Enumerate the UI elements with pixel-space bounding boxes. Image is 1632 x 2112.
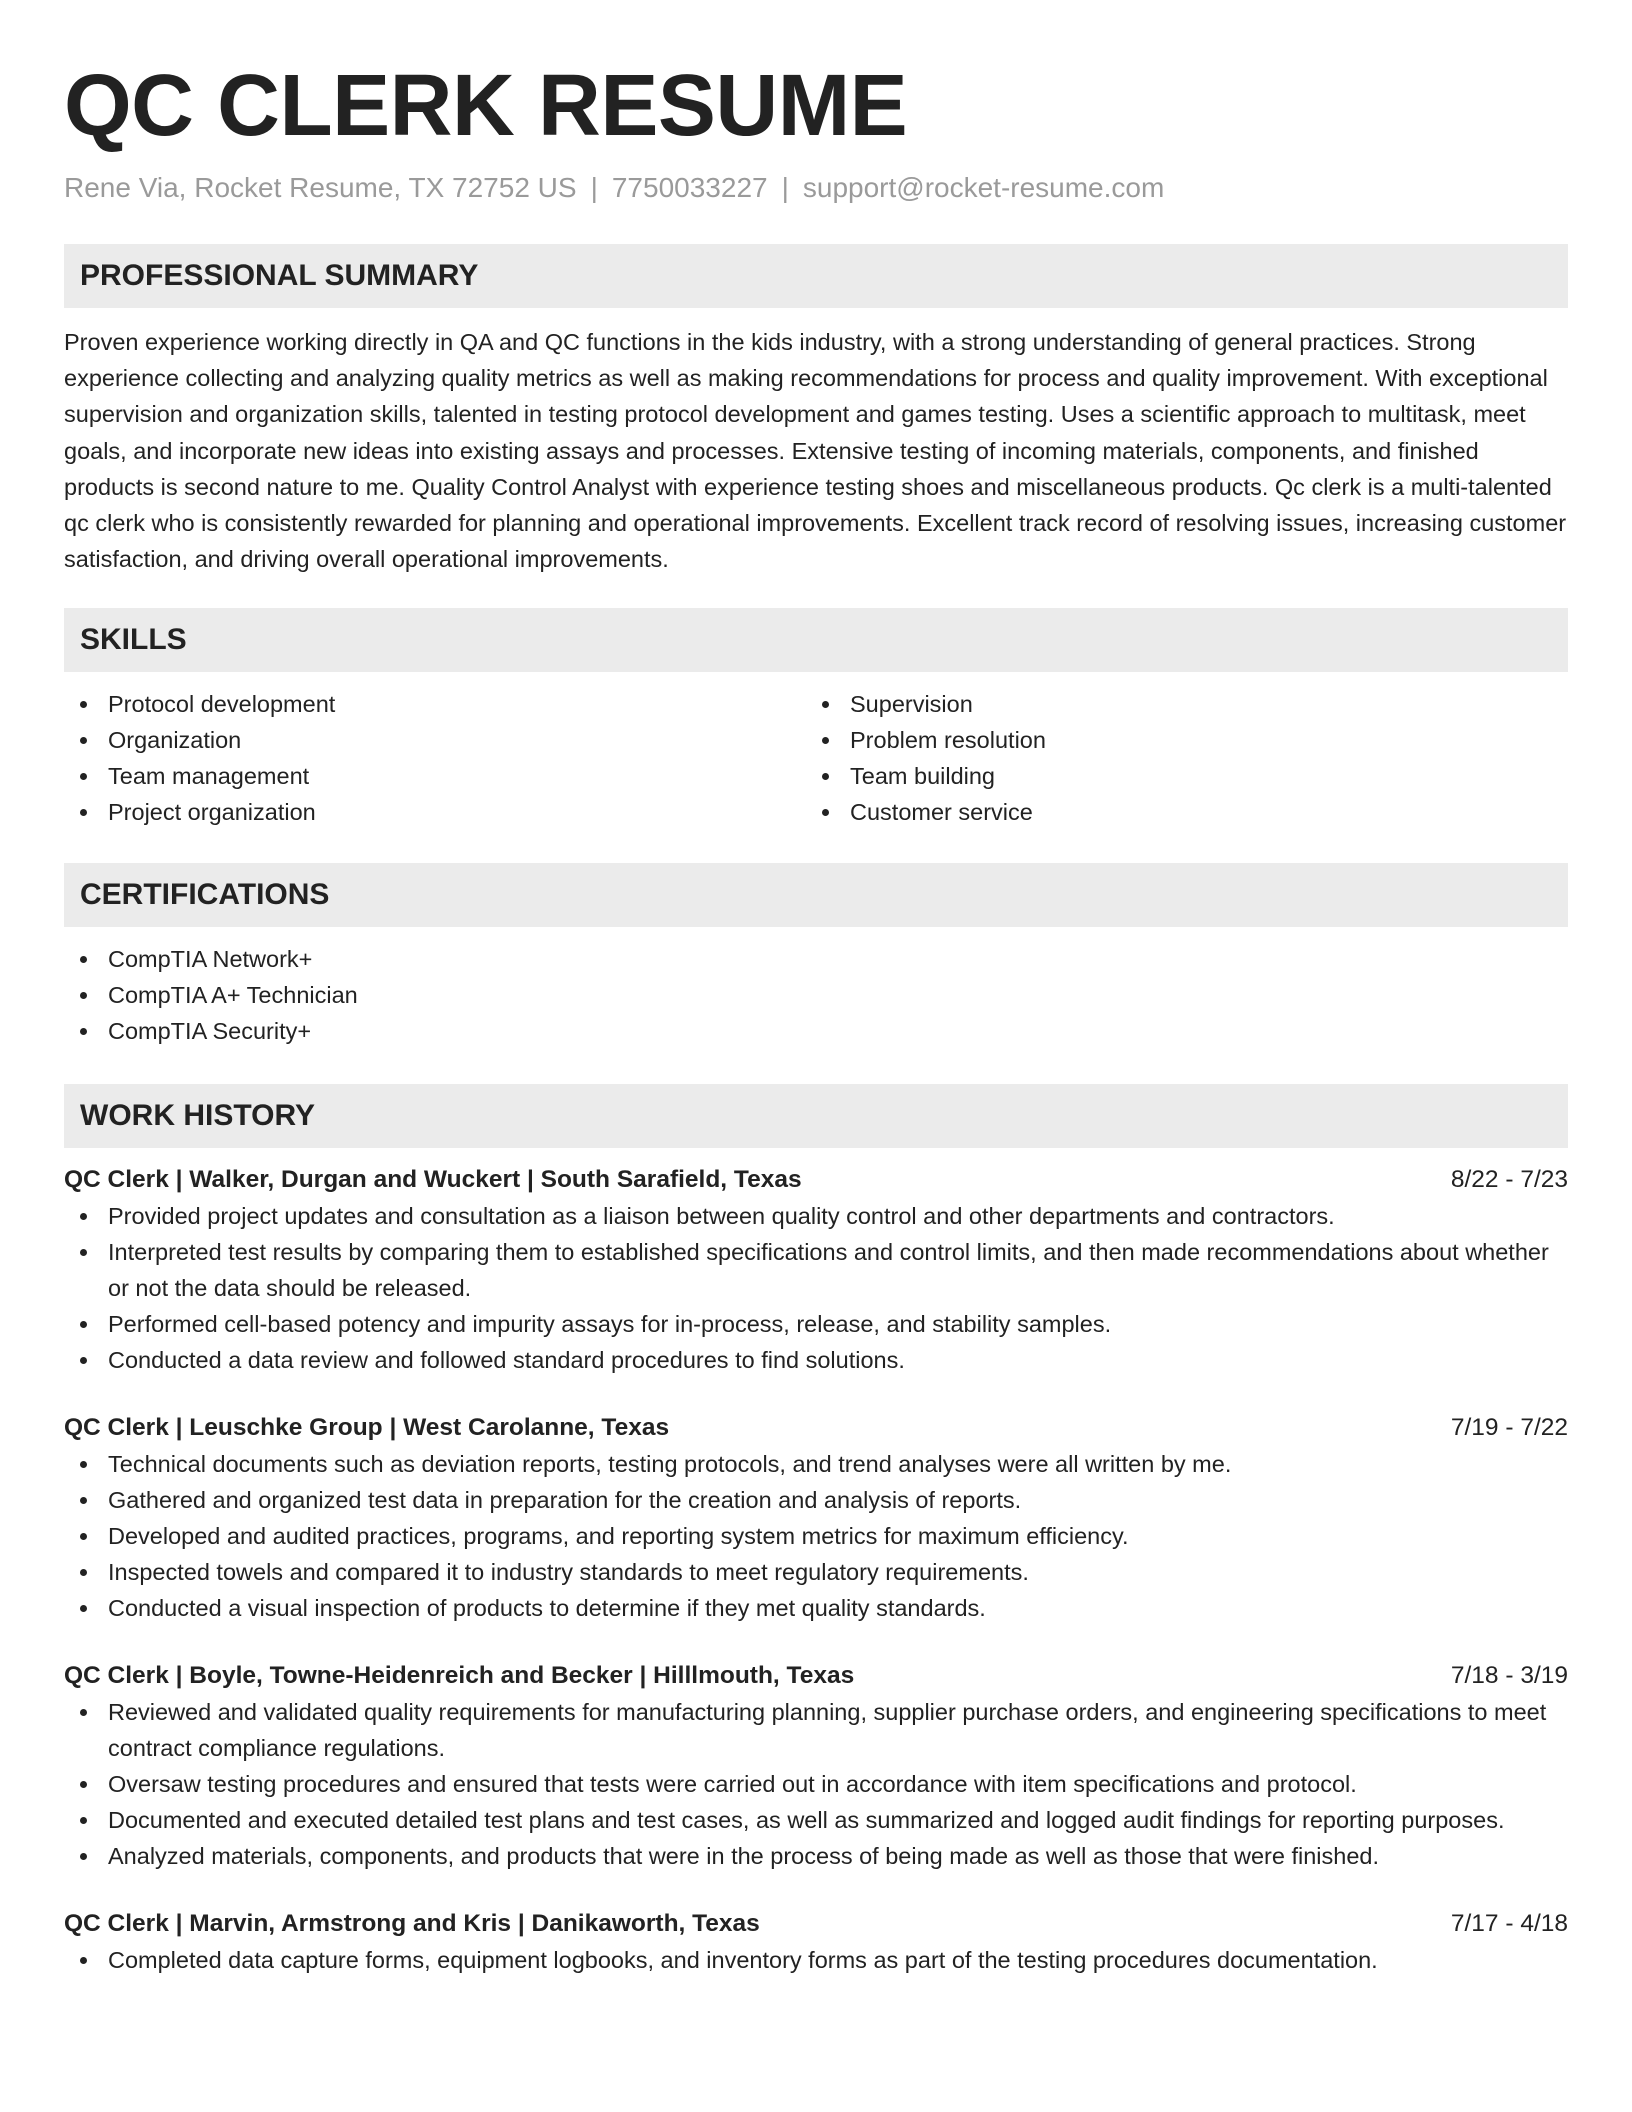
job-bullet: Inspected towels and compared it to industry standards to meet regulatory requirements. <box>64 1554 1568 1590</box>
job-dates: 7/19 - 7/22 <box>1450 1414 1568 1442</box>
contact-separator: | <box>590 172 598 203</box>
resume-title: QC CLERK RESUME <box>64 57 908 154</box>
job-dates: 8/22 - 7/23 <box>1450 1166 1568 1194</box>
certification-item: CompTIA Security+ <box>64 1013 1568 1049</box>
job-bullet: Interpreted test results by comparing them to established specifications and control limits, and then made recommendations about whether or not the data should be released. <box>64 1234 1568 1306</box>
contact-phone: 7750033227 <box>611 172 768 203</box>
skill-item: Project organization <box>64 794 806 830</box>
skill-item: Customer service <box>806 794 1548 830</box>
job-bullet: Technical documents such as deviation reports, testing protocols, and trend analyses were all written by me. <box>64 1446 1568 1482</box>
skills-section-header <box>64 608 1568 672</box>
job-entry <box>64 1162 1568 1378</box>
job-bullet-list <box>64 1446 1568 1626</box>
certifications-section-header <box>64 863 1568 927</box>
skills-left-list <box>64 686 806 830</box>
skill-item: Protocol development <box>64 686 806 722</box>
job-bullet: Gathered and organized test data in preparation for the creation and analysis of reports. <box>64 1482 1568 1518</box>
job-header <box>64 1410 1568 1446</box>
job-entry <box>64 1658 1568 1874</box>
job-bullet: Conducted a visual inspection of products to determine if they met quality standards. <box>64 1590 1568 1626</box>
job-bullet: Analyzed materials, components, and products that were in the process of being made as well as those that were finished. <box>64 1838 1568 1874</box>
certifications-heading: CERTIFICATIONS <box>80 878 330 912</box>
summary-section-header <box>64 244 1568 308</box>
job-bullet-list <box>64 1198 1568 1378</box>
certification-item: CompTIA Network+ <box>64 941 1568 977</box>
job-bullet: Provided project updates and consultation as a liaison between quality control and other departments and contractors. <box>64 1198 1568 1234</box>
work-history-section-header <box>64 1084 1568 1148</box>
skills-right-list <box>806 686 1548 830</box>
contact-address: Rene Via, Rocket Resume, TX 72752 US <box>64 172 577 203</box>
job-bullet-list <box>64 1942 1568 1978</box>
job-bullet: Oversaw testing procedures and ensured that tests were carried out in accordance with item specifications and protocol. <box>64 1766 1568 1802</box>
job-title: QC Clerk | Walker, Durgan and Wuckert | South Sarafield, Texas <box>64 1166 802 1194</box>
skill-item: Team building <box>806 758 1548 794</box>
summary-text: Proven experience working directly in QA and QC functions in the kids industry, with a strong understanding of general practices. Strong experience collecting and analyzing quality metrics as well as making recommendations for process and quality improvement. With exceptional supervision and organization skills, talented in testing protocol development and games testing. Uses a scientific approach to multitask, meet goals, and incorporate new ideas into existing assays and processes. Extensive testing of incoming materials, components, and finished products is second nature to me. Quality Control Analyst with experience testing shoes and miscellaneous products. Qc clerk is a multi-talented qc clerk who is consistently rewarded for planning and operational improvements. Excellent track record of resolving issues, increasing customer satisfaction, and driving overall operational improvements. <box>64 329 1567 573</box>
job-title: QC Clerk | Marvin, Armstrong and Kris | Danikaworth, Texas <box>64 1910 760 1938</box>
certification-item: CompTIA A+ Technician <box>64 977 1568 1013</box>
certifications-list <box>64 941 1568 1049</box>
contact-separator: | <box>781 172 789 203</box>
job-bullet: Performed cell-based potency and impurity assays for in-process, release, and stability samples. <box>64 1306 1568 1342</box>
resume-page <box>64 56 1568 1978</box>
skill-item: Team management <box>64 758 806 794</box>
skills-heading: SKILLS <box>80 623 187 657</box>
job-bullet: Conducted a data review and followed standard procedures to find solutions. <box>64 1342 1568 1378</box>
job-dates: 7/17 - 4/18 <box>1450 1910 1568 1938</box>
job-bullet: Completed data capture forms, equipment logbooks, and inventory forms as part of the testing procedures documentation. <box>64 1942 1568 1978</box>
job-header <box>64 1658 1568 1694</box>
job-header <box>64 1906 1568 1942</box>
contact-line <box>64 170 1568 206</box>
summary-heading: PROFESSIONAL SUMMARY <box>80 259 479 292</box>
skill-item: Organization <box>64 722 806 758</box>
job-header <box>64 1162 1568 1198</box>
job-entry <box>64 1410 1568 1626</box>
job-title: QC Clerk | Boyle, Towne-Heidenreich and Becker | Hilllmouth, Texas <box>64 1662 855 1690</box>
skill-item: Supervision <box>806 686 1548 722</box>
job-title: QC Clerk | Leuschke Group | West Carolanne, Texas <box>64 1414 670 1442</box>
work-history-heading: WORK HISTORY <box>80 1099 316 1133</box>
skill-item: Problem resolution <box>806 722 1548 758</box>
job-bullet: Documented and executed detailed test plans and test cases, as well as summarized and logged audit findings for reporting purposes. <box>64 1802 1568 1838</box>
job-entry <box>64 1906 1568 1978</box>
skills-grid <box>64 686 1568 830</box>
job-bullet: Reviewed and validated quality requirements for manufacturing planning, supplier purchase orders, and engineering specifications to meet contract compliance regulations. <box>64 1694 1568 1766</box>
job-bullet-list <box>64 1694 1568 1874</box>
contact-email[interactable]: support@rocket-resume.com <box>802 172 1165 203</box>
job-dates: 7/18 - 3/19 <box>1450 1662 1568 1690</box>
job-bullet: Developed and audited practices, programs, and reporting system metrics for maximum efficiency. <box>64 1518 1568 1554</box>
